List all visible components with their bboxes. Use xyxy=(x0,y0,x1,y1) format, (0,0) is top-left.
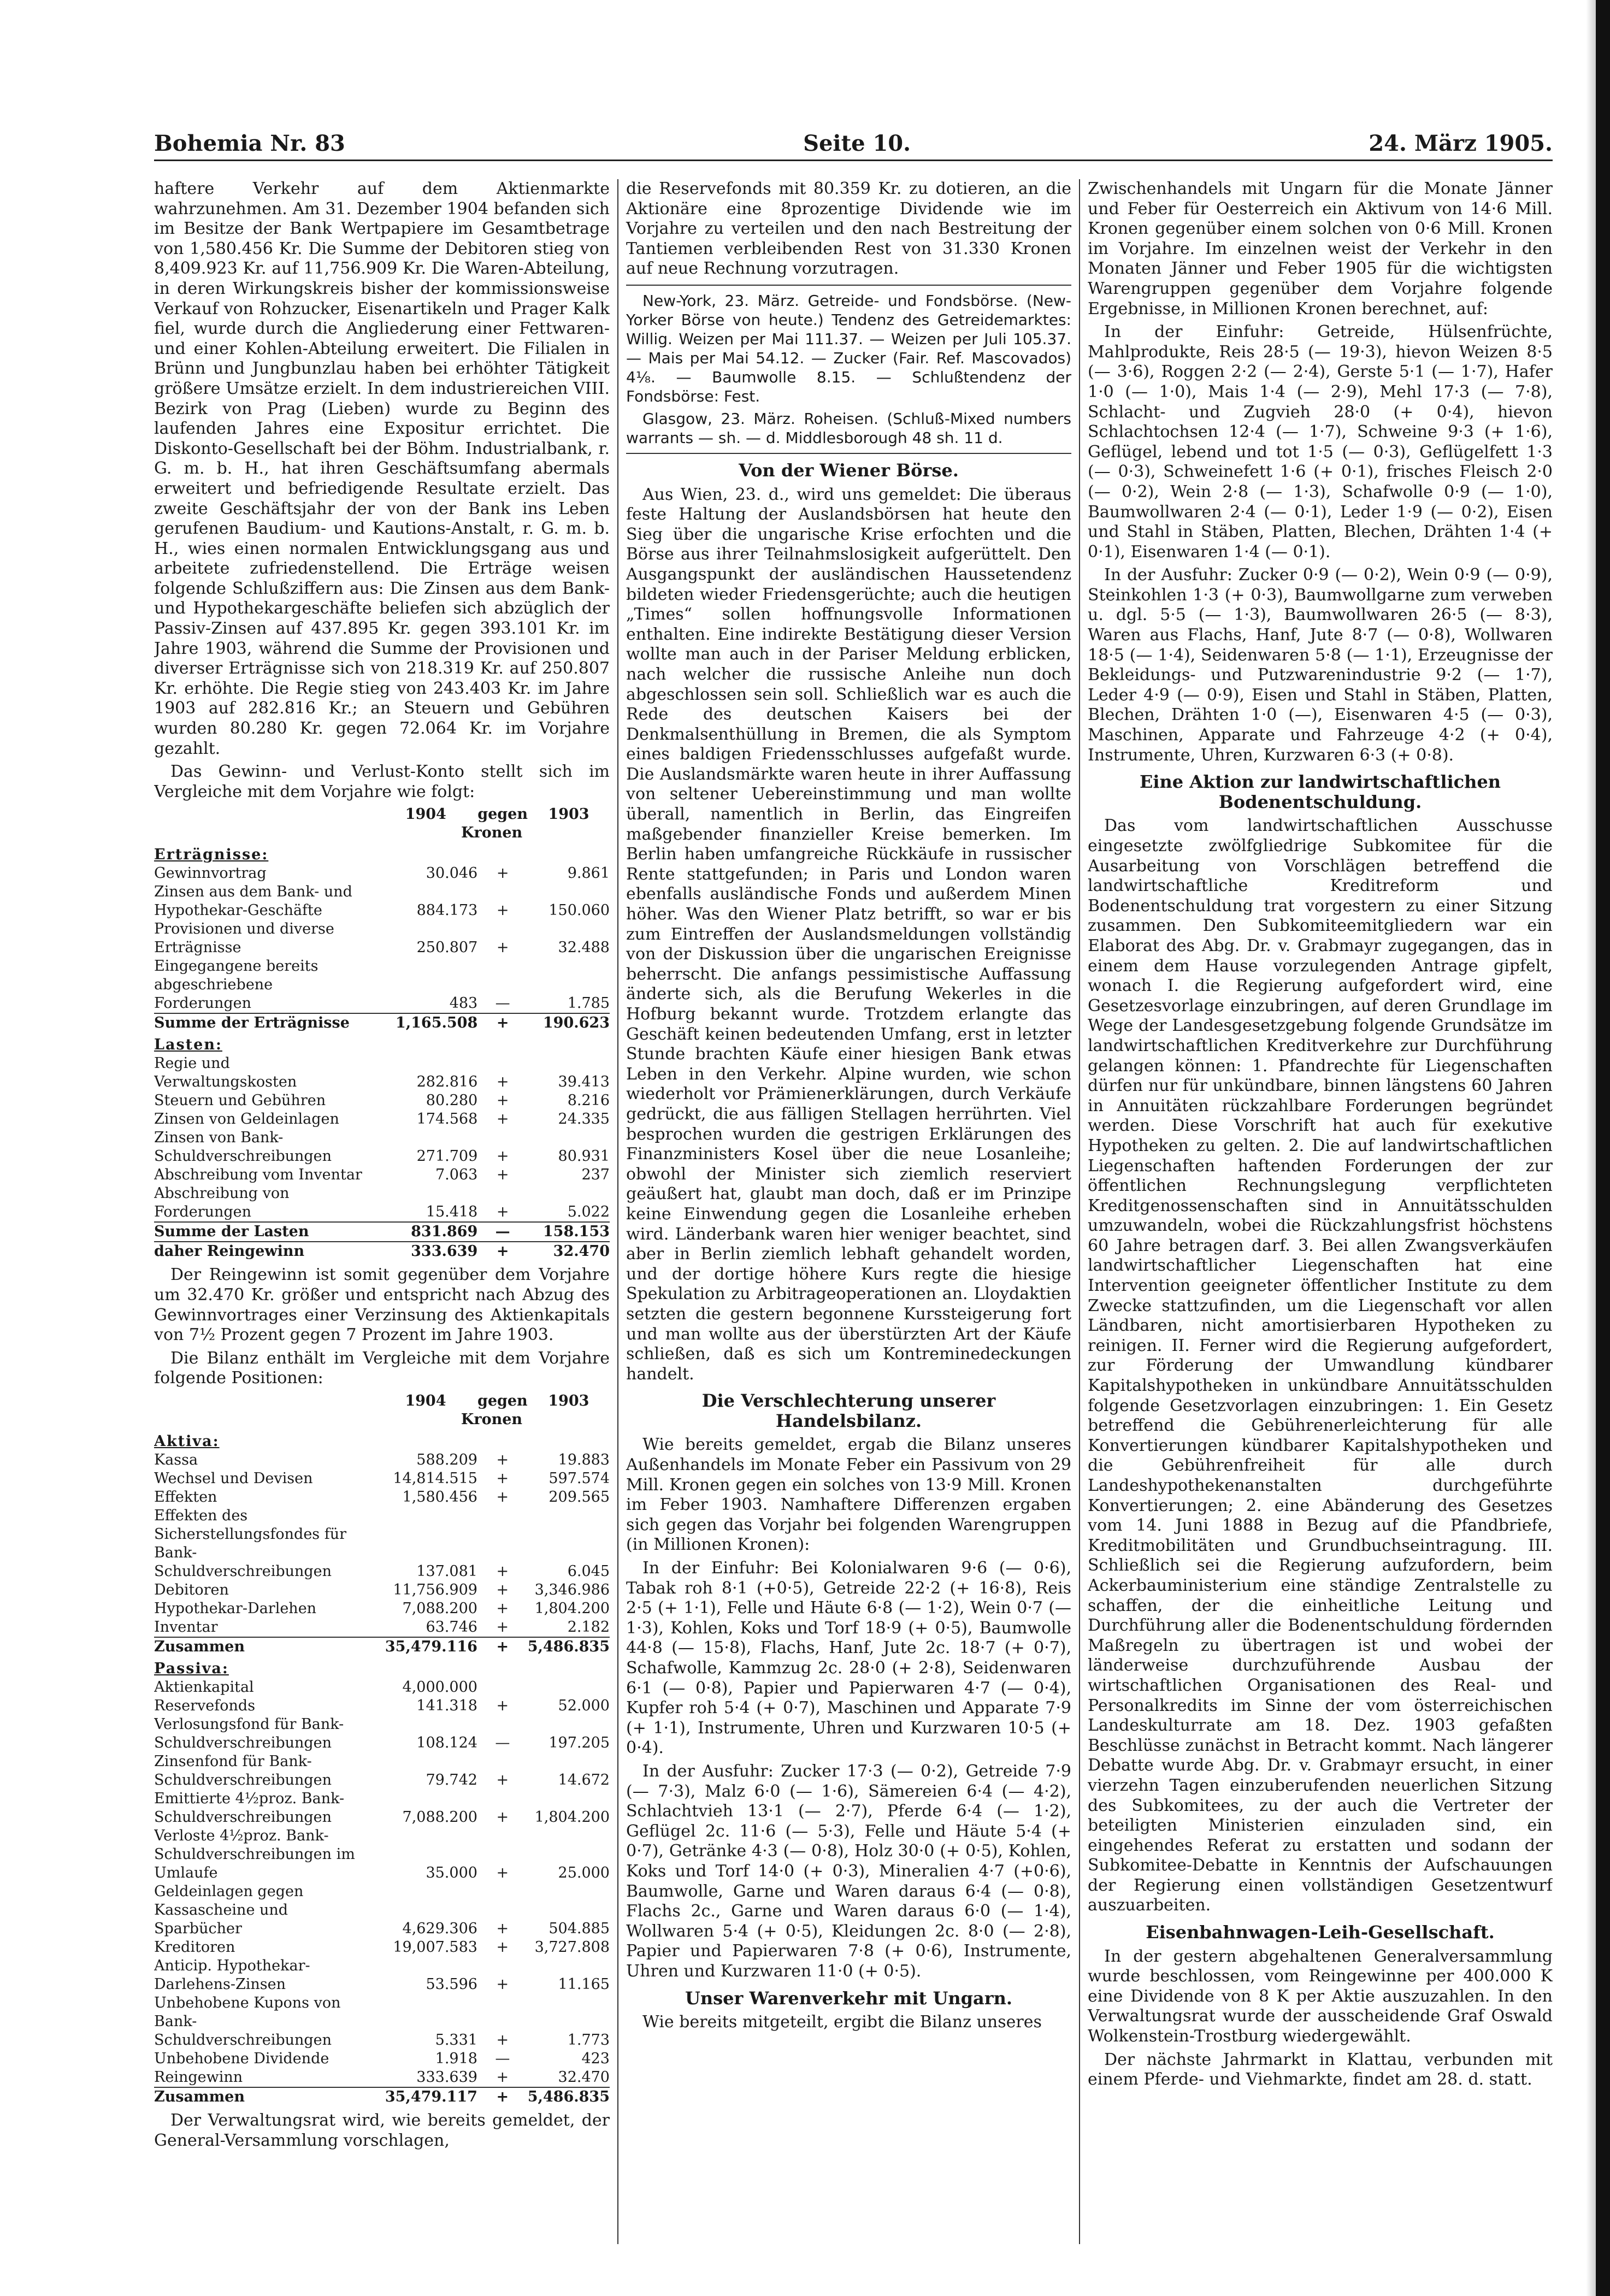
table-cell-label: Wechsel und Devisen xyxy=(154,1469,313,1487)
table-row xyxy=(154,1678,610,1697)
scan-shadow xyxy=(1586,0,1596,2296)
table-row xyxy=(154,920,610,957)
handelsbilanz-heading: Die Verschlechterung unserer Handelsbilanz. xyxy=(701,1390,996,1431)
table-cell-d: 9.861 xyxy=(567,865,610,882)
table-row xyxy=(154,1618,610,1637)
new-york-telegram: New-York, 23. März. Getreide- und Fondsbörse. (New-Yorker Börse von heute.) Tendenz des Getreidemarktes: Willig. Weizen per Mai 111.37. — Weizen per Juli 105.37. — Mais per Mai 54.12. — Zucker (Fair. Ref. Mascovados) 4⅛. — Baumwolle 8.15. — Schlußtendenz der Fondsbörse: Fest. xyxy=(626,291,1071,405)
table-cell-label: Zinsen von Geldeinlagen xyxy=(154,1111,339,1128)
table-row xyxy=(154,1957,610,1994)
table-cell-label: Zinsen aus dem Bank- und Hypothekar-Geschäfte xyxy=(154,883,352,919)
handelsbilanz-text: Wie bereits gemeldet, ergab die Bilanz unseres Außenhandels im Monate Feber ein Passivum von 29 Mill. Kronen gegen ein solches von 13·9 Mill. Kronen im Feber 1903. Namhaftere Differenzen ergaben sich gegen das Vorjahr bei folgenden Warengruppen (in Millionen Kronen): xyxy=(626,1435,1071,1555)
zwischenhandel-text: Zwischenhandels mit Ungarn für die Monate Jänner und Feber für Oesterreich ein Aktivum von 14·6 Mill. Kronen gegenüber einem solchen von 0·6 Mill. Kronen im Vorjahre. Im einzelnen weist der Verkehr in den Monaten Jänner und Feber 1905 für die wichtigsten Warengruppen gegenüber dem Vorjahre folgende Ergebnisse, in Millionen Kronen berechnet, auf: xyxy=(1088,179,1553,318)
scan-edge xyxy=(1596,0,1610,2296)
table-cell-op: + xyxy=(496,865,509,882)
table-cell-v: 333.639 xyxy=(416,2068,477,2086)
masthead-issue: Bohemia Nr. 83 xyxy=(154,131,345,156)
table-row xyxy=(154,1451,610,1469)
gv-intro: Das Gewinn- und Verlust-Konto stellt sich im Vergleiche mit dem Vorjahre wie folgt: xyxy=(154,762,610,801)
eisenbahnwagen-text: In der gestern abgehaltenen Generalversammlung wurde beschlossen, vom Reingewinne per 400.000 K eine Dividende von 8 K per Aktie auszuzahlen. In den Verwaltungsrat wurde der ausscheidende Graf Oswald Wolkenstein-Trostburg wiedergewählt. xyxy=(1088,1946,1553,2046)
table-row xyxy=(154,1938,610,1957)
table-cell-d: 14.672 xyxy=(558,1771,610,1789)
table-cell-op xyxy=(477,1678,528,1697)
table-cell-v: 15.418 xyxy=(426,1203,478,1221)
jahrmarkt-text: Der nächste Jahrmarkt in Klattau, verbunden mit einem Pferde- und Viehmarkte, findet am 28. d. statt. xyxy=(1088,2050,1553,2090)
ausfuhr-text: In der Ausfuhr: Zucker 17·3 (— 0·2), Getreide 7·9 (— 7·3), Malz 6·0 (— 1·6), Sämereien 6·4 (— 4·2), Schlachtvieh 13·1 (— 2·7), Pferde 6·4 (— 1·2), Geflügel 2c. 11·6 (— 5·3), Felle und Häute 5·4 (+ 0·7), Getränke 4·3 (— 0·8), Holz 30·0 (+ 0·5), Kohlen, Koks und Torf 14·0 (+ 0·3), Mineralien 4·7 (+0·6), Baumwolle, Garne und Waren daraus 6·4 (— 0·8), Flachs 2c., Garne und Waren daraus 6·0 (— 1·4), Wollwaren 5·4 (+ 0·5), Kleidungen 2c. 8·0 (— 2·8), Papier und Papierwaren 7·8 (+ 0·6), Instrumente, Uhren und Kurzwaren 11·0 (+ 0·5). xyxy=(626,1761,1071,1981)
table-cell-d: 5.022 xyxy=(567,1203,610,1221)
table-cell-d: 237 xyxy=(581,1166,610,1184)
table-cell-v: 7,088.200 xyxy=(402,1808,477,1826)
table-cell-d: 597.574 xyxy=(549,1469,610,1487)
table-row xyxy=(154,864,610,883)
table-row xyxy=(154,1184,610,1222)
table-cell-label: Hypothekar-Darlehen xyxy=(154,1599,317,1617)
table-cell-d xyxy=(528,1678,610,1697)
newspaper-page xyxy=(154,126,1553,2245)
table-row xyxy=(154,1488,610,1507)
table-cell-d: 8.216 xyxy=(567,1092,610,1109)
table-cell-op: + xyxy=(496,1618,509,1636)
table-cell-label: Provisionen und diverse Erträgnisse xyxy=(154,920,334,957)
bodenentschuldung-text: Das vom landwirtschaftlichen Ausschusse eingesetzte zwölfgliedrige Subkomitee für die Ausarbeitung von Vorschlägen betreffend die landwirtschaftliche Kreditreform und Bodenentschuldung trat vorgestern zu einer Sitzung zusammen. Den Subkomiteemitgliedern war ein Elaborat des Abg. Dr. v. Grabmayr zugegangen, das in einem dem Hause vorzulegenden Antrage gipfelt, wonach I. die Regierung aufgefordert wird, eine Gesetzesvorlage einzubringen, auf deren Grundlage im Wege der Landesgesetzgebung folgende Grundsätze im landwirtschaftlichen Kreditverkehre zur Durchführung gelangen können: 1. Pfandrechte für Liegenschaften dürfen nur für unkündbare, binnen längstens 60 Jahren in Annuitäten rückzahlbare Forderungen begründet werden. Diese Vorschrift hat auch für exekutive Hypotheken zu gelten. 2. Die auf landwirtschaftlichen Liegenschaften haftenden Forderungen der zur öffentlichen Rechnungslegung verpflichteten Kreditgenossenschaften sind in Annuitätsschulden umzuwandeln, wobei die Rückzahlungsfrist höchstens 60 Jahre betragen darf. 3. Bei allen Zwangsverkäufen landwirtschaftlicher Liegenschaften hat eine Intervention geeigneter öffentlicher Institute zu dem Zwecke stattzufinden, um die Liegenschaft vor allen Ländbaren, nicht amortisierbaren Hypotheken zu reinigen. II. Ferner wird die Regierung aufgefordert, zur Förderung der Umwandlung kündbarer Kapitalshypotheken in unkündbare Annuitätsschulden folgende Gesetzvorlagen einzubringen: 1. Ein Gesetz betreffend die Gebührenerleichterung für alle Konvertierungen kündbarer Kapitalshypotheken und die Gebührenfreiheit für alle durch Landeshypothekenanstalten durchgeführte Konvertierungen; 2. eine Abänderung des Gesetzes vom 14. Juni 1888 in Bezug auf die Pfandbriefe, Kreditmobilitäten und Grundbuchseintragung. III. Schließlich sei die Regierung aufzufordern, beim Ackerbauministerium eine ständige Zentralstelle zu schaffen, der die einheitliche Leitung und Durchführung aller die Bodenentschuldung fördernden Maßregeln zu übertragen ist und wobei der länderweise durchzuführende Ausbau der wirtschaftlichen Organisationen des Real- und Personalkredits im Sinne der vom österreichischen Landeskulturrate am 18. Dez. 1903 gefaßten Beschlüsse zunächst in Betracht kommt. Nach längerer Debatte wurde Abg. Dr. v. Grabmayr ersucht, in einer vierzehn Tagen einzuberufenden neuerlichen Sitzung des Subkomitees, zu der auch die Vertreter der beteiligten Ministerien einzuladen sind, ein eingehendes Referat zu erstatten und sodann der Subkomitee-Debatte in Kenntnis der Aufschauungen der Regierung einen vollständigen Gesetzentwurf auszuarbeiten. xyxy=(1088,816,1553,1915)
table-cell-op: + xyxy=(496,1148,509,1165)
table-cell-op: + xyxy=(496,1975,509,1993)
table-row xyxy=(154,1790,610,1827)
table-cell-op: + xyxy=(496,1203,509,1221)
table-cell-label: Unbehobene Dividende xyxy=(154,2050,329,2067)
aktiva-rows xyxy=(154,1451,610,1637)
table-cell-op: + xyxy=(496,1581,509,1598)
table-cell-v: 884.173 xyxy=(416,902,478,919)
passiva-rows xyxy=(154,1678,610,2087)
table-cell-label: Verloste 4½proz. Bank-Schuldverschreibungen im Umlaufe xyxy=(154,1827,355,1881)
ungarn-heading: Unser Warenverkehr mit Ungarn. xyxy=(685,1987,1012,2009)
table-cell-d: 52.000 xyxy=(558,1697,610,1714)
glasgow-telegram: Glasgow, 23. März. Roheisen. (Schluß-Mixed numbers warrants — sh. — d. Middlesborough 48 sh. 11 d. xyxy=(626,409,1071,447)
table-cell-v: 1,580.456 xyxy=(402,1488,477,1506)
lasten-rows xyxy=(154,1054,610,1222)
table-row xyxy=(154,957,610,1013)
table-cell-op: + xyxy=(496,2068,509,2086)
table-cell-d: 423 xyxy=(581,2050,610,2067)
table-row xyxy=(154,1054,610,1091)
table-cell-d: 209.565 xyxy=(549,1488,610,1506)
table-cell-v: 1.918 xyxy=(435,2050,477,2067)
table-row xyxy=(154,1469,610,1488)
table-cell-v: 30.046 xyxy=(426,865,478,882)
table-cell-d: 6.045 xyxy=(567,1562,610,1580)
table-cell-v: 588.209 xyxy=(416,1451,477,1468)
table-cell-d: 504.885 xyxy=(549,1920,610,1937)
table-cell-op: + xyxy=(496,1599,509,1617)
ertraegnisse-title: Erträgnisse: xyxy=(154,846,269,864)
bil-unit: Kronen xyxy=(461,1410,523,1428)
table-cell-v: 4,000.000 xyxy=(402,1678,477,1696)
table-row xyxy=(154,1110,610,1129)
table-cell-v: 282.816 xyxy=(416,1073,478,1091)
table-cell-op: + xyxy=(496,1451,509,1468)
bilanz-table xyxy=(154,1392,610,2106)
table-cell-label: Reservefonds xyxy=(154,1697,256,1714)
table-cell-v: 7,088.200 xyxy=(402,1599,477,1617)
aktiva-title: Aktiva: xyxy=(154,1432,220,1450)
table-cell-v: 174.568 xyxy=(416,1111,478,1128)
table-row xyxy=(154,1752,610,1790)
table-cell-op: + xyxy=(496,1697,509,1714)
table-row xyxy=(154,2068,610,2087)
table-cell-d: 3,346.986 xyxy=(534,1581,610,1598)
masthead-date: 24. März 1905. xyxy=(1369,131,1553,156)
masthead xyxy=(154,126,1553,161)
ungarn-einfuhr-text: In der Einfuhr: Getreide, Hülsenfrüchte, Mahlprodukte, Reis 28·5 (— 19·3), hievon Weizen 8·5 (— 3·6), Roggen 2·2 (— 2·4), Gerste 5·1 (— 1·7), Hafer 1·0 (— 1·0), Mais 1·4 (— 2·9), Mehl 17·3 (— 7·8), Schlacht- und Zugvieh 28·0 (+ 0·4), hievon Schlachtochsen 12·4 (— 1·7), Schweine 9·3 (+ 1·6), Geflügel, lebend und tot 1·5 (— 0·3), Geflügelfett 1·3 (— 0·3), Schweinefett 1·6 (+ 0·1), frisches Fleisch 2·0 (— 0·2), Wein 2·8 (— 1·3), Schafwolle 0·9 (— 1·0), Baumwollwaren 2·4 (— 0·1), Leder 1·9 (— 0·2), Eisen und Stahl in Stäben, Platten, Blechen, Drähten 1·4 (+ 0·1), Eisenwaren 1·4 (— 0·1). xyxy=(1088,322,1553,562)
table-cell-v: 80.280 xyxy=(426,1092,478,1109)
table-cell-v: 137.081 xyxy=(416,1562,477,1580)
table-cell-d: 197.205 xyxy=(549,1734,610,1751)
table-cell-label: Steuern und Gebühren xyxy=(154,1092,326,1109)
table-cell-d: 3,727.808 xyxy=(534,1938,610,1956)
table-cell-label: Emittierte 4½proz. Bank-Schuldverschreibungen xyxy=(154,1790,345,1826)
table-cell-v: 19,007.583 xyxy=(393,1938,477,1956)
divider xyxy=(626,453,1071,454)
table-cell-v: 5.331 xyxy=(435,2031,477,2049)
table-cell-label: Reingewinn xyxy=(154,2068,243,2086)
lasten-sum-row: Summe der Lasten 831.869 — 158.153 xyxy=(154,1222,610,1242)
table-cell-label: Inventar xyxy=(154,1618,218,1636)
table-cell-label: Kreditoren xyxy=(154,1938,235,1956)
table-cell-op: + xyxy=(496,2031,509,2049)
table-row xyxy=(154,1091,610,1110)
aktiva-sum-row: Zusammen 35,479.116 + 5,486.835 xyxy=(154,1638,610,1655)
table-cell-op: + xyxy=(496,939,509,957)
table-row xyxy=(154,1827,610,1882)
divider xyxy=(626,285,1071,286)
table-cell-label: Anticip. Hypothekar-Darlehens-Zinsen xyxy=(154,1957,310,1993)
table-cell-op: + xyxy=(496,1488,509,1506)
table-cell-op: + xyxy=(496,1938,509,1956)
table-cell-v: 271.709 xyxy=(416,1148,478,1165)
passiva-title: Passiva: xyxy=(154,1660,229,1677)
table-cell-label: Geldeinlagen gegen Kassascheine und Sparbücher xyxy=(154,1882,304,1937)
table-cell-d: 1,804.200 xyxy=(534,1599,610,1617)
table-cell-v: 141.318 xyxy=(416,1697,477,1714)
gv-unit: Kronen xyxy=(461,824,523,842)
table-cell-d: 150.060 xyxy=(549,902,610,919)
table-cell-d: 39.413 xyxy=(558,1073,610,1091)
columns xyxy=(154,179,1553,2244)
bilanz-intro: Die Bilanz enthält im Vergleiche mit dem Vorjahre folgende Positionen: xyxy=(154,1348,610,1388)
ertraegnisse-rows xyxy=(154,864,610,1013)
table-row xyxy=(154,1715,610,1752)
table-cell-op: + xyxy=(496,902,509,919)
table-cell-d: 1,804.200 xyxy=(534,1808,610,1826)
table-cell-label: Unbehobene Kupons von Bank-Schuldverschreibungen xyxy=(154,1994,341,2049)
table-cell-d: 1.785 xyxy=(567,995,610,1012)
column-3 xyxy=(1079,179,1553,2244)
ertraegnisse-sum-row: Summe der Erträgnisse 1,165.508 + 190.623 xyxy=(154,1014,610,1032)
table-cell-d: 1.773 xyxy=(567,2031,610,2049)
table-cell-op: + xyxy=(496,1092,509,1109)
table-cell-d: 24.335 xyxy=(558,1111,610,1128)
reingewinn-text: Der Reingewinn ist somit gegenüber dem Vorjahre um 32.470 Kr. größer und entspricht nach Abzug des Gewinnvortrages einer Verzinsung des Aktienkapitals von 7½ Prozent gegen 7 Prozent im Jahre 1903. xyxy=(154,1265,610,1345)
table-cell-op: + xyxy=(496,1073,509,1091)
masthead-page-number: Seite 10. xyxy=(803,131,911,156)
table-cell-v: 79.742 xyxy=(426,1771,477,1789)
table-cell-v: 108.124 xyxy=(416,1734,477,1751)
table-cell-label: Debitoren xyxy=(154,1581,229,1598)
ungarn-text: Wie bereits mitgeteilt, ergibt die Bilanz unseres xyxy=(642,2012,1042,2032)
table-cell-label: Aktienkapital xyxy=(154,1678,254,1696)
table-cell-d: 2.182 xyxy=(567,1618,610,1636)
table-cell-v: 483 xyxy=(449,995,478,1012)
table-cell-op: + xyxy=(496,1808,509,1826)
table-cell-op: + xyxy=(496,1166,509,1184)
table-cell-label: Abschreibung vom Inventar xyxy=(154,1166,362,1184)
table-cell-v: 11,756.909 xyxy=(393,1581,477,1598)
table-cell-v: 4,629.306 xyxy=(402,1920,477,1937)
verwaltungsrat-text: Der Verwaltungsrat wird, wie bereits gemeldet, der General-Versammlung vorschlagen, xyxy=(154,2110,610,2150)
table-cell-v: 14,814.515 xyxy=(393,1469,477,1487)
table-row xyxy=(154,2050,610,2068)
table-cell-op: + xyxy=(496,1771,509,1789)
table-cell-label: Effekten des Sicherstellungsfondes für Bank-Schuldverschreibungen xyxy=(154,1507,347,1580)
column-1 xyxy=(154,179,617,2244)
table-cell-d: 32.470 xyxy=(558,2068,610,2086)
eisenbahnwagen-heading: Eisenbahnwagen-Leih-Gesellschaft. xyxy=(1146,1922,1495,1943)
table-cell-d: 11.165 xyxy=(558,1975,610,1993)
table-cell-d: 32.488 xyxy=(558,939,610,957)
table-cell-d: 19.883 xyxy=(558,1451,610,1468)
passiva-sum-row: Zusammen 35,479.117 + 5,486.835 xyxy=(154,2088,610,2105)
reingewinn-row: daher Reingewinn 333.639 + 32.470 xyxy=(154,1243,610,1260)
table-cell-label: Regie und Verwaltungskosten xyxy=(154,1055,297,1091)
table-cell-label: Abschreibung von Forderungen xyxy=(154,1185,290,1221)
table-cell-v: 7.063 xyxy=(435,1166,478,1184)
table-row xyxy=(154,1882,610,1938)
wiener-boerse-text: Aus Wien, 23. d., wird uns gemeldet: Die überaus feste Haltung der Auslandsbörsen hat heute den Sieg über die ungarische Krise erfochten und die Börse aus ihrer Teilnahmslosigkeit aufgerüttelt. Den Ausgangspunkt der ausländischen Haussetendenz bildeten wieder Friedensgerüchte; auch die heutigen „Times“ sollen hoffnungsvolle Informationen enthalten. Eine indirekte Bestätigung dieser Version wollte man auch in der Pariser Meldung erblicken, nach welcher die russische Anleihe nun doch abgeschlossen sein soll. Schließlich war es auch die Rede des deutschen Kaisers bei der Denkmalsenthüllung in Bremen, die als Symptom eines baldigen Friedensschlusses aufgefaßt wurde. Die Auslandsmärkte waren heute in ihrer Auffassung von seltener Uebereinstimmung und man wollte überall, namentlich in Berlin, das Eingreifen maßgebender finanzieller Kreise bemerken. Im Berlin haben umfangreiche Rückkäufe in russischer Rente stattgefunden; in Paris und London waren ebenfalls ausländische Fonds und außerdem Minen höher. Was den Wiener Platz betrifft, so war er bis zum Eintreffen der Auslandsmeldungen vollständig von der Diskussion über die ungarischen Ereignisse beherrscht. Die anfangs pessimistische Auffassung änderte sich, als die Berufung Wekerles in die Hofburg bekannt wurde. Trotzdem erlangte das Geschäft keinen bedeutenden Umfang, erst in letzter Stunde brachten Käufe einer hiesigen Bank etwas Leben in den Verkehr. Alpine wurden, wie schon wiederholt vor Prämienerklärungen, durch Verkäufe gedrückt, die aus fälligen Stellagen herrührten. Viel besprochen wurden die gestrigen Erklärungen des Finanzministers Kosel über die neue Losanleihe; obwohl der Minister sich ziemlich reserviert geäußert hat, glaubt man doch, daß er im Prinzipe keine Einwendung gegen die Losanleihe erheben wird. Länderbank waren hier weniger beachtet, sind aber in Berlin ziemlich lebhaft gehandelt worden, und der dortige höhere Kurs regte die hiesige Spekulation zu Arbitrageoperationen an. Lloydaktien setzten die gestern begonnene Kurssteigerung fort und man wollte aus der überstürzten Art der Käufe schließen, daß es sich um Kontreminedeckungen handelt. xyxy=(626,485,1071,1384)
table-row xyxy=(154,1994,610,2050)
bil-header-row: 1904 gegen 1903 xyxy=(405,1392,589,1409)
table-cell-op: — xyxy=(495,2050,510,2067)
table-cell-v: 250.807 xyxy=(416,939,478,957)
table-cell-op: + xyxy=(496,1864,509,1881)
bank-report-text: haftere Verkehr auf dem Aktienmarkte wahrzunehmen. Am 31. Dezember 1904 befanden sich im Besitze der Bank Wertpapiere im Gesamtbetrage von 1,580.456 Kr. Die Summe der Debitoren stieg von 8,409.923 Kr. auf 11,756.909 Kr. Die Waren-Abteilung, in deren Wirkungskreis bisher der kommissionsweise Verkauf von Rohzucker, Eisenartikeln und Prager Kalk fiel, wurde durch die Angliederung einer Fettwaren- und einer Kohlen-Abteilung erweitert. Die Filialen in Brünn und Jungbunzlau haben bei erhöhter Tätigkeit größere Umsätze erzielt. In dem industriereichen VIII. Bezirk von Prag (Lieben) wurde zu Beginn des laufenden Jahres eine Expositur errichtet. Die Diskonto-Gesellschaft bei der Böhm. Industrialbank, r. G. m. b. H., hat ihren Geschäftsumfang abermals erweitert und befriedigende Resultate erzielt. Das zweite Geschäftsjahr der von der Bank ins Leben gerufenen Baudium- und Kautions-Anstalt, r. G. m. b. H., wies einen normalen Entwicklungsgang aus und arbeitete zufriedenstellend. Die Erträge weisen folgende Schlußziffern aus: Die Zinsen aus dem Bank- und Hypothekargeschäfte beliefen sich abzüglich der Passiv-Zinsen auf 437.895 Kr. gegen 393.101 Kr. im Jahre 1903, während die Summe der Provisionen und diverser Erträgnisse sich von 218.319 Kr. auf 250.807 Kr. erhöhte. Die Regie stieg von 243.403 Kr. im Jahre 1903 auf 282.816 Kr.; an Steuern und Gebühren wurden 80.280 Kr. gegen 72.064 Kr. im Vorjahre gezahlt. xyxy=(154,179,610,758)
table-cell-label: Gewinnvortrag xyxy=(154,865,267,882)
bodenentschuldung-heading: Eine Aktion zur landwirtschaftlichen Bodenentschuldung. xyxy=(1139,771,1501,812)
table-cell-d: 80.931 xyxy=(558,1148,610,1165)
table-cell-label: Verlosungsfond für Bank-Schuldverschreibungen xyxy=(154,1715,344,1751)
table-cell-op: — xyxy=(495,995,510,1012)
table-cell-v: 53.596 xyxy=(426,1975,477,1993)
table-row xyxy=(154,1599,610,1618)
table-cell-label: Zinsen von Bank-Schuldverschreibungen xyxy=(154,1129,332,1165)
table-cell-label: Effekten xyxy=(154,1488,217,1506)
ungarn-ausfuhr-text: In der Ausfuhr: Zucker 0·9 (— 0·2), Wein 0·9 (— 0·9), Steinkohlen 1·3 (+ 0·3), Baumwollgarne zum verweben u. dgl. 5·5 (— 1·3), Baumwollwaren 26·5 (— 8·3), Waren aus Flachs, Hanf, Jute 8·7 (— 0·8), Wollwaren 18·5 (— 1·4), Seidenwaren 5·8 (— 1·1), Erzeugnisse der Bekleidungs- und Putzwarenindustrie 9·2 (— 1·7), Leder 4·9 (— 0·9), Eisen und Stahl in Stäben, Platten, Blechen, Drähten 1·0 (—), Eisenwaren 4·5 (— 0·3), Maschinen, Apparate und Fahrzeuge 4·2 (+ 0·4), Instrumente, Uhren, Kurzwaren 6·3 (+ 0·8). xyxy=(1088,565,1553,765)
table-row xyxy=(154,1166,610,1184)
table-cell-v: 63.746 xyxy=(426,1618,477,1636)
wiener-boerse-heading: Von der Wiener Börse. xyxy=(739,459,959,481)
gv-header-row: 1904 gegen 1903 xyxy=(405,806,589,823)
table-cell-label: Zinsenfond für Bank-Schuldverschreibungen xyxy=(154,1752,332,1789)
table-cell-label: Eingegangene bereits abgeschriebene Forderungen xyxy=(154,958,319,1012)
table-cell-op: + xyxy=(496,1920,509,1937)
table-cell-d: 25.000 xyxy=(558,1864,610,1881)
table-cell-op: — xyxy=(495,1734,510,1751)
table-row xyxy=(154,1507,610,1581)
einfuhr-text: In der Einfuhr: Bei Kolonialwaren 9·6 (— 0·6), Tabak roh 8·1 (+0·5), Getreide 22·2 (+ 16·8), Reis 2·5 (+ 1·1), Felle und Häute 6·8 (— 1·2), Wein 0·7 (— 1·3), Kohlen, Koks und Torf 18·9 (+ 0·5), Baumwolle 44·8 (— 15·8), Flachs, Hanf, Jute 2c. 18·7 (+ 0·7), Schafwolle, Kammzug 2c. 28·0 (+ 2·8), Seidenwaren 6·1 (— 0·8), Papier und Papierwaren 4·7 (— 0·4), Kupfer roh 5·4 (+ 0·7), Maschinen und Apparate 7·9 (+ 1·1), Instrumente, Uhren und Kurzwaren 10·5 (+ 0·4). xyxy=(626,1559,1071,1758)
dividend-text: die Reservefonds mit 80.359 Kr. zu dotieren, an die Aktionäre eine 8prozentige Dividende wie im Vorjahre zu verteilen und den nach Bestreitung der Tantiemen verbleibenden Rest von 31.330 Kronen auf neue Rechnung vorzutragen. xyxy=(626,179,1071,279)
table-row xyxy=(154,1697,610,1715)
lasten-title: Lasten: xyxy=(154,1036,222,1054)
table-cell-op: + xyxy=(496,1111,509,1128)
gewinn-verlust-table xyxy=(154,805,610,1261)
table-row xyxy=(154,1129,610,1166)
column-2 xyxy=(617,179,1079,2244)
table-cell-label: Kassa xyxy=(154,1451,198,1468)
table-row xyxy=(154,883,610,920)
table-cell-op: + xyxy=(496,1562,509,1580)
table-row xyxy=(154,1581,610,1599)
table-cell-v: 35.000 xyxy=(426,1864,477,1881)
table-cell-op: + xyxy=(496,1469,509,1487)
